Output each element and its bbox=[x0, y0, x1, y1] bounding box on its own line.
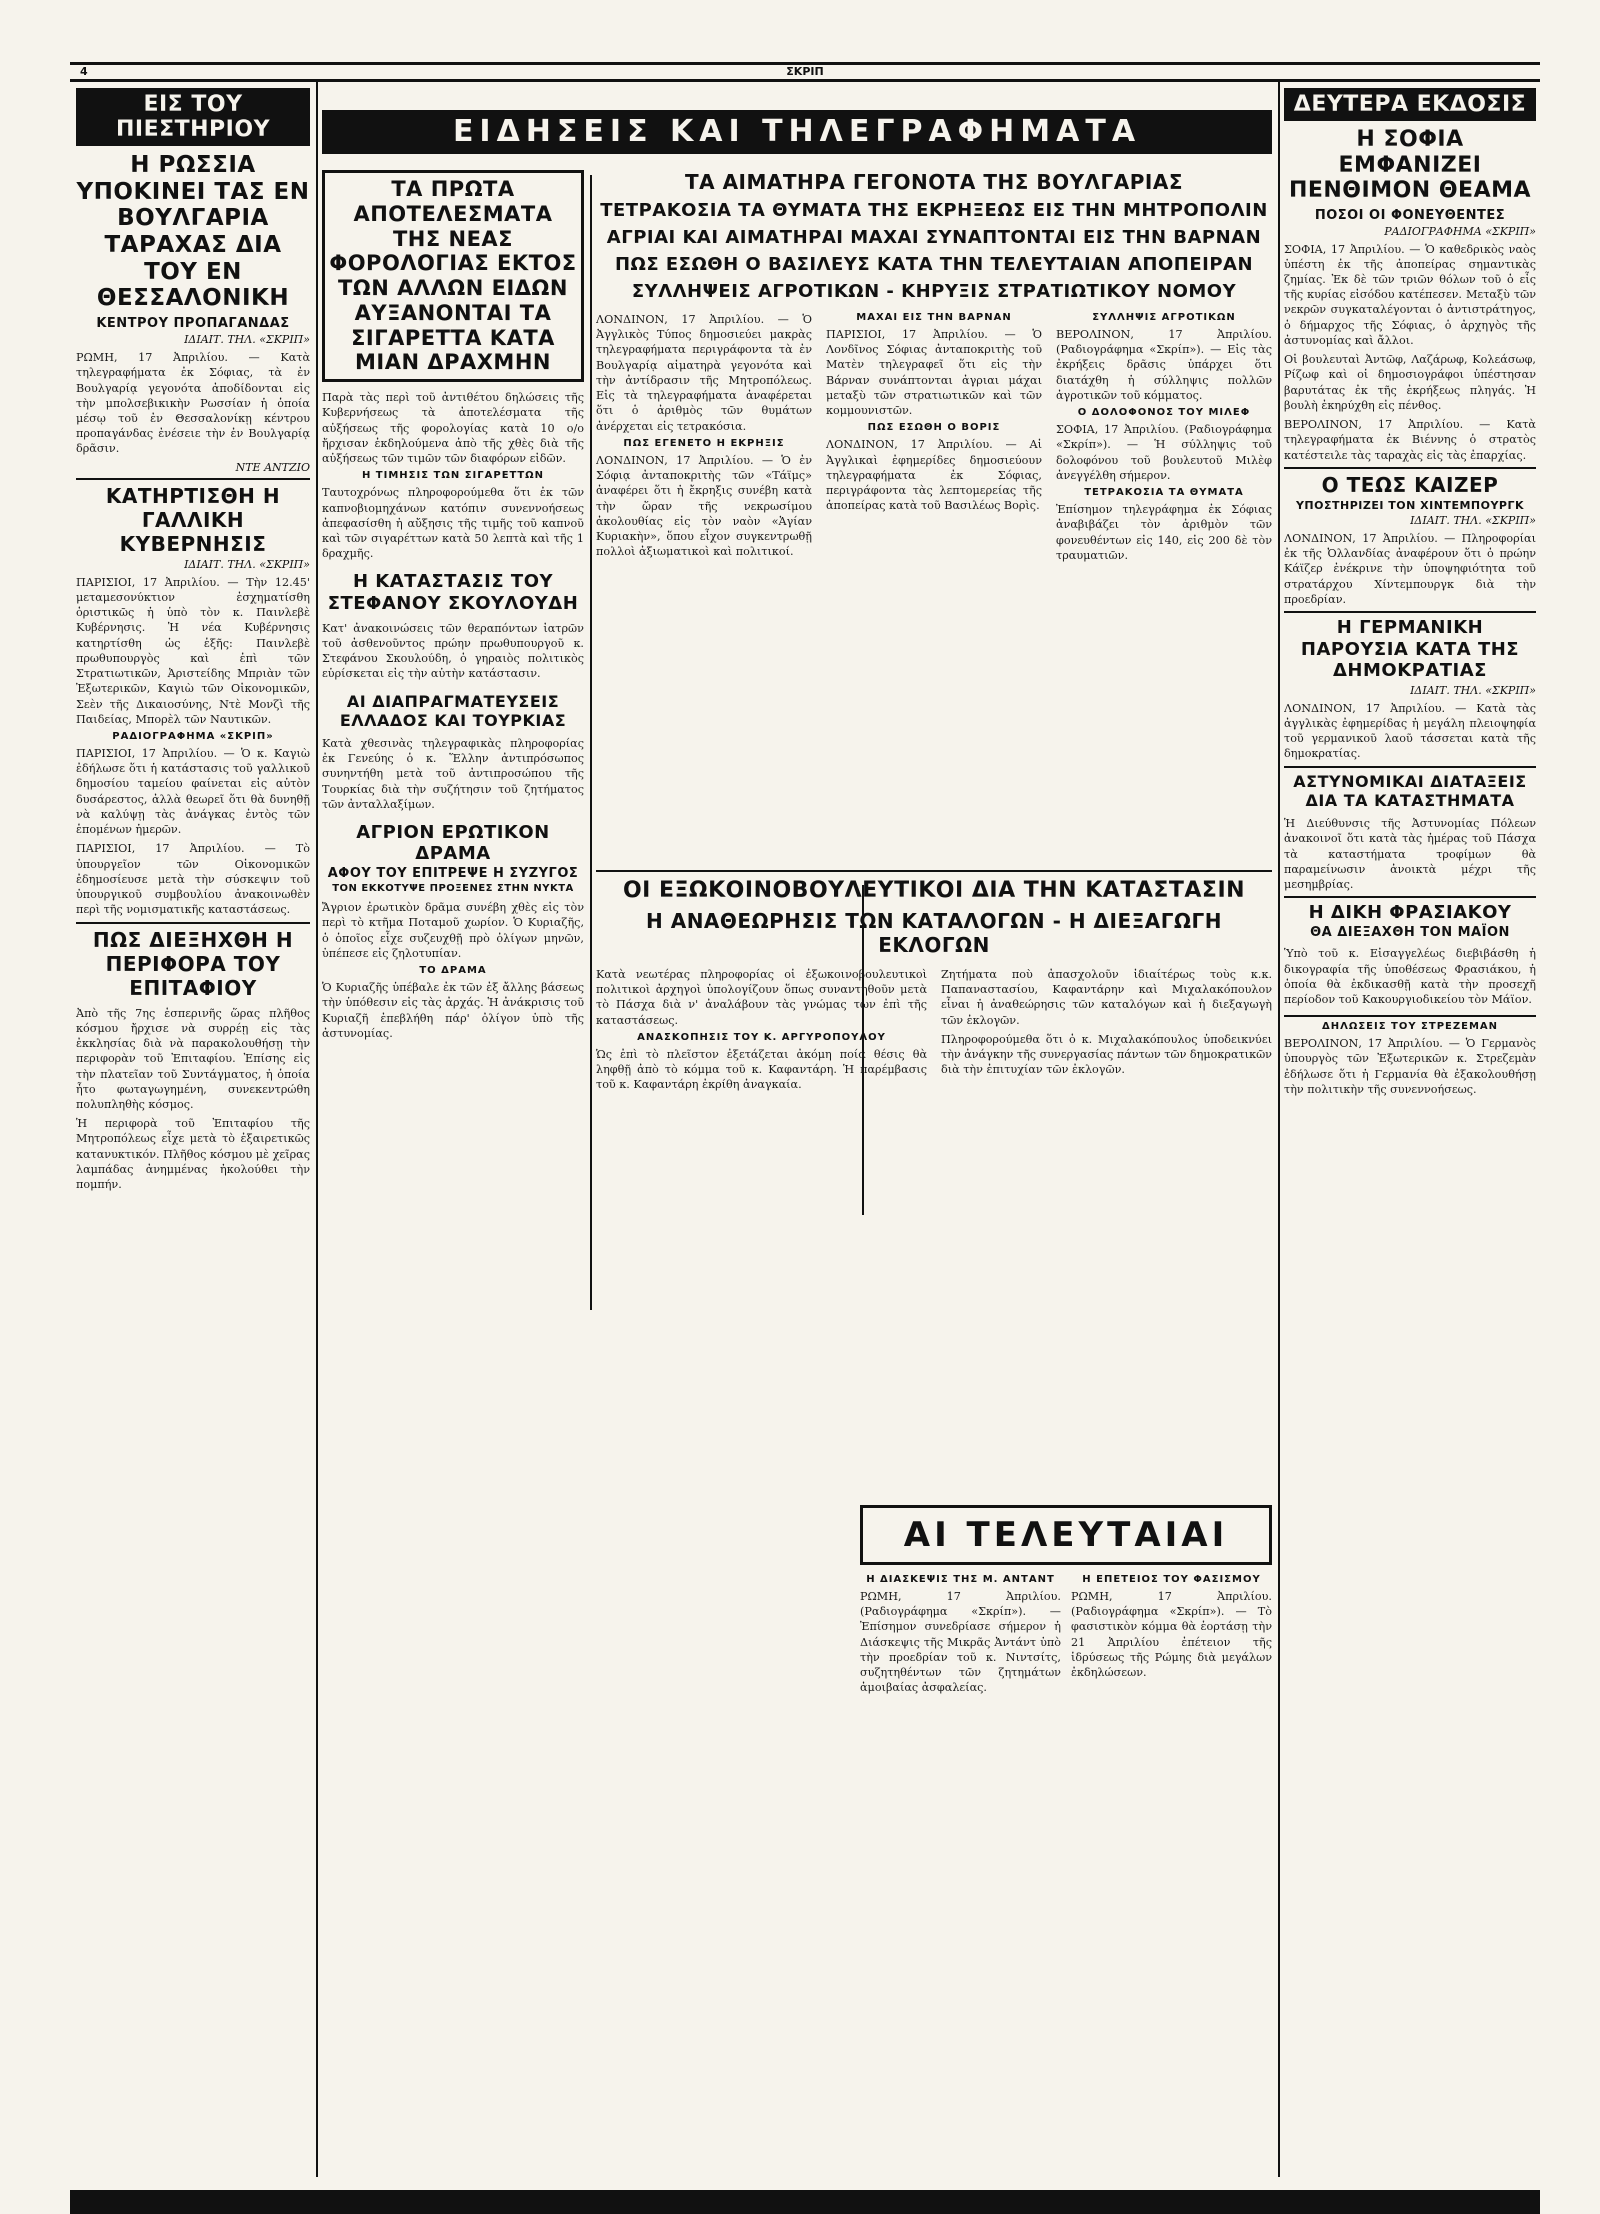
tax-headline-box bbox=[322, 170, 584, 382]
headline-bulgaria-2: ΤΕΤΡΑΚΟΣΙΑ ΤΑ ΘΥΜΑΤΑ ΤΗΣ ΕΚΡΗΞΕΩΣ ΕΙΣ ΤΗΝ ΜΗΤΡΟΠΟΛΙΝ bbox=[600, 200, 1268, 221]
latest-news-title: ΑΙ ΤΕΛΕΥΤΑΙΑΙ bbox=[903, 1515, 1229, 1555]
divider bbox=[1284, 896, 1536, 898]
subhead: ΤΕΤΡΑΚΟΣΙΑ ΤΑ ΘΥΜΑΤΑ bbox=[1084, 487, 1244, 499]
byline: ΙΔΙΑΙΤ. ΤΗΛ. «ΣΚΡΙΠ» bbox=[1410, 513, 1536, 527]
parliament-col-b bbox=[941, 967, 1272, 1097]
divider bbox=[1284, 766, 1536, 768]
column-rule bbox=[590, 175, 592, 1310]
masthead-title: ΕΙΔΗΣΕΙΣ ΚΑΙ ΤΗΛΕΓΡΑΦΗΜΑΤΑ bbox=[452, 114, 1142, 149]
section-label: ΤΟ ΔΡΑΜΑ bbox=[419, 965, 487, 977]
article-body: Ὡς ἐπὶ τὸ πλεῖστον ἐξετάζεται ἀκόμη ποία θέσις θὰ ληφθῇ ἀπὸ τὸ κόμμα τοῦ κ. Καφαντάρη. Ἡ παρέμβασις τοῦ κ. Καφαντάρη ἐκρίθη ἀναγκαία. bbox=[596, 1047, 927, 1092]
latest-col-a bbox=[860, 1574, 1061, 1700]
parliament-columns bbox=[596, 967, 1272, 1097]
article-body: ΛΟΝΔΙΝΟΝ, 17 Ἀπριλίου. — Κατὰ τὰς ἀγγλικὰς ἐφημερίδας ἡ μεγάλη πλειοψηφία τοῦ γερμανικοῦ λαοῦ τάσσεται κατὰ τῆς δημοκρατίας. bbox=[1284, 701, 1536, 761]
signature: ΝΤΕ ΑΝΤΖΙΟ bbox=[235, 460, 310, 474]
article-body: ΣΟΦΙΑ, 17 Ἀπριλίου. (Ραδιογράφημα «Σκρίπ»). — Ἡ σύλληψις τοῦ δολοφόνου τοῦ βουλευτοῦ Μιλὲφ ἀνεγγέλθη σήμερον. bbox=[1056, 423, 1272, 482]
article-body: ΛΟΝΔΙΝΟΝ, 17 Ἀπριλίου. — Αἱ Ἀγγλικαὶ ἐφημερίδες δημοσιεύουν τηλεγραφήματα ἐκ Σόφιας, περιγράφοντα τὰς λεπτομερείας τῆς ἀποπείρας κατὰ τοῦ Βασιλέως Βορὶς. bbox=[826, 438, 1042, 513]
headline-bulgaria-5: ΣΥΛΛΗΨΕΙΣ ΑΓΡΟΤΙΚΩΝ - ΚΗΡΥΞΙΣ ΣΤΡΑΤΙΩΤΙΚΟΥ ΝΟΜΟΥ bbox=[631, 281, 1237, 302]
article-body: ΒΕΡΟΛΙΝΟΝ, 17 Ἀπριλίου. — Ὁ Γερμανὸς ὑπουργὸς τῶν Ἐξωτερικῶν κ. Στρεζεμὰν ἐδήλωσε ὅτι ἡ Γερμανία θὰ ἐξακολουθήσῃ τὴν πολιτικὴν τῆς συνεννοήσεως. bbox=[1284, 1037, 1536, 1096]
latest-news-items bbox=[860, 1574, 1272, 1794]
article-body: Ἡ Διεύθυνσις τῆς Ἀστυνομίας Πόλεων ἀνακοινοῖ ὅτι κατὰ τὰς ἡμέρας τοῦ Πάσχα τὰ καταστήματα τροφίμων θὰ παραμείνωσιν ἀνοικτὰ μέχρι τῆς μεσημβρίας. bbox=[1284, 817, 1536, 892]
headline-trial: Η ΔΙΚΗ ΦΡΑΣΙΑΚΟΥ bbox=[1308, 902, 1512, 924]
article-body: Ἄγριον ἐρωτικὸν δρᾶμα συνέβη χθὲς εἰς τὸν περὶ τὸ κτῆμα Ποταμοῦ χωρίον. Ὁ Κυριαζῆς, ὁ ὁποῖος εἶχε συζευχθῇ πρὸ ὀλίγων μηνῶν, ὑπέπεσε εἰς ζηλοτυπίαν. bbox=[322, 901, 584, 960]
subhead: ΜΑΧΑΙ ΕΙΣ ΤΗΝ ΒΑΡΝΑΝ bbox=[856, 312, 1012, 323]
article-body: Κατὰ χθεσινὰς τηλεγραφικὰς πληροφορίας ἐκ Γενεύης ὁ κ. Ἕλλην ἀντιπρόσωπος συνηντήθη μετὰ τοῦ ἀντιπροσώπου τῆς Τουρκίας διὰ τὴν συζήτησιν τοῦ ζητήματος τῶν ἀνταλλαξίμων. bbox=[322, 736, 584, 811]
article-body: Ὁ Κυριαζῆς ὑπέβαλε ἐκ τῶν ἐξ ἄλλης βάσεως τὴν ὑπόθεσιν εἰς τὰς ἀρχάς. Ἡ ἀνάκρισις τοῦ Κυριαζῆ ἐπεβλήθη πάρ' ὀλίγον ὑπὸ τῆς ἀστυνομίας. bbox=[322, 981, 584, 1040]
headline-kaiser-sub: ΥΠΟΣΤΗΡΙΖΕΙ ΤΟΝ ΧΙΝΤΕΜΠΟΥΡΓΚ bbox=[1295, 498, 1525, 512]
subhead: ΔΗΛΩΣΕΙΣ ΤΟΥ ΣΤΡΕΖΕΜΑΝ bbox=[1321, 1021, 1499, 1033]
subhead: ΑΝΑΣΚΟΠΗΣΙΣ ΤΟΥ Κ. ΑΡΓΥΡΟΠΟΥΛΟΥ bbox=[637, 1031, 886, 1043]
second-edition-heading: ΔΕΥΤΕΡΑ ΕΚΔΟΣΙΣ bbox=[1284, 88, 1536, 121]
page-number: 4 bbox=[80, 65, 88, 78]
byline: ΙΔΙΑΙΤ. ΤΗΛ. «ΣΚΡΙΠ» bbox=[184, 333, 310, 347]
bulgaria-col-b bbox=[826, 312, 1042, 567]
article-body: Ἀπὸ τῆς 7ης ἑσπερινῆς ὥρας πλῆθος κόσμου ἤρχισε νὰ συρρέῃ εἰς τὰς ἐκκλησίας διὰ νὰ παρακολουθήσῃ τὴν περιφορὰν τοῦ Ἐπιταφίου. Ἐπίσης εἰς τὴν πλατεῖαν τοῦ Συντάγματος, ἡ ὁποία ἦτο φωταγωγημένη, συνεκεντρώθη πολυπληθὴς κόσμος. bbox=[76, 1006, 310, 1111]
article-body: ΛΟΝΔΙΝΟΝ, 17 Ἀπριλίου. — Ὁ ἐν Σόφιᾳ ἀνταποκριτὴς τῶν «Τάϊμς» ἀναφέρει ὅτι ἡ ἔκρηξις συνέβη κατὰ τὴν ὥραν τῆς νεκρωσίμου ἀκολουθίας εἰς τὸν ναὸν «Ἁγίαν Κυριακὴν», ὅπου εἶχον συγκεντρωθῇ πολλοὶ ἀξιωματικοὶ καὶ πολιτικοί. bbox=[596, 453, 812, 559]
parliament-col-a bbox=[596, 967, 927, 1097]
latest-news-box bbox=[860, 1505, 1272, 1565]
article-body: Πληροφορούμεθα ὅτι ὁ κ. Μιχαλακόπουλος ὑποδεικνύει τὴν ἀνάγκην τῆς συνεργασίας πάντων τῶν δημοκρατικῶν διὰ τὴν ἐπιτυχίαν τῶν ἐκλογῶν. bbox=[941, 1032, 1272, 1077]
article-body: ΡΩΜΗ, 17 Ἀπριλίου. — Κατὰ τηλεγραφήματα ἐκ Σόφιας, τὰ ἐν Βουλγαρίᾳ γεγονότα ἀποδίδονται εἰς τὴν μπολσεβικικὴν Ρωσσίαν ἡ ὁποία μέσῳ τοῦ ἐν Θεσσαλονίκῃ κέντρου προπαγάνδας ἐνέσειε τὴν ἐν Βουλγαρίᾳ δρᾶσιν. bbox=[76, 351, 310, 456]
article-body: Παρὰ τὰς περὶ τοῦ ἀντιθέτου δηλώσεις τῆς Κυβερνήσεως τὰ ἀποτελέσματα τῆς αὐξήσεως τῆς φορολογίας κατὰ 10 ο/ο ἤρχισαν ἐκδηλούμενα ἀπὸ τῆς χθὲς διὰ τῆς αὐξήσεως τῶν τιμῶν τῶν διαφόρων εἰδῶν. bbox=[322, 391, 584, 466]
article-body: ΛΟΝΔΙΝΟΝ, 17 Ἀπριλίου. — Πληροφορίαι ἐκ τῆς Ὀλλανδίας ἀναφέρουν ὅτι ὁ πρώην Κάϊζερ ἐνέκρινε τὴν ὑποψηφιότητα τοῦ στρατάρχου Χίντεμπουργκ διὰ τὴν προεδρίαν. bbox=[1284, 531, 1536, 606]
subhead: Η ΔΙΑΣΚΕΨΙΣ ΤΗΣ Μ. ΑΝΤΑΝΤ bbox=[866, 1574, 1055, 1585]
article-body: ΠΑΡΙΣΙΟΙ, 17 Ἀπριλίου. — Ὁ Λονδῖνος Σόφιας ἀνταποκριτὴς τοῦ Ματὲν τηλεγραφεῖ ὅτι εἰς τὴν Βάρναν συνάπτονται ἀγριαι μάχαι μεταξὺ τῶν στρατιωτικῶν καὶ τῶν κομμουνιστῶν. bbox=[826, 328, 1042, 418]
article-body: ΠΑΡΙΣΙΟΙ, 17 Ἀπριλίου. — Ὁ κ. Καγιὼ ἐδήλωσε ὅτι ἡ κατάστασις τοῦ γαλλικοῦ δημοσίου ταμείου φαίνεται εἰς αὐτὸν δυσάρεστος, ἀλλὰ θεωρεῖ ὅτι θὰ δυνηθῇ νὰ καλύψῃ τὰς ἀνάγκας ἐντὸς τῶν ἑπομένων ἡμερῶν. bbox=[76, 747, 310, 837]
byline: ΡΑΔΙΟΓΡΑΦΗΜΑ «ΣΚΡΙΠ» bbox=[1384, 224, 1536, 238]
bulgaria-columns bbox=[596, 312, 1272, 567]
headline-taxation: ΤΑ ΠΡΩΤΑ ΑΠΟΤΕΛΕΣΜΑΤΑ ΤΗΣ ΝΕΑΣ ΦΟΡΟΛΟΓΙΑΣ ΕΚΤΟΣ ΤΩΝ ΑΛΛΩΝ ΕΙΔΩΝ ΑΥΞΑΝΟΝΤΑΙ ΤΑ ΣΙΓΑΡΕΤΤΑ ΚΑΤΑ ΜΙΑΝ ΔΡΑΧΜΗΝ bbox=[329, 177, 577, 375]
headline-negotiations: ΑΙ ΔΙΑΠΡΑΓΜΑΤΕΥΣΕΙΣ ΕΛΛΑΔΟΣ ΚΑΙ ΤΟΥΡΚΙΑΣ bbox=[339, 691, 567, 730]
latest-news-columns bbox=[860, 1574, 1272, 1700]
article-body: ΒΕΡΟΛΙΝΟΝ, 17 Ἀπριλίου. (Ραδιογράφημα «Σκρίπ»). — Εἰς τὰς ἐκρήξεις δρᾶσις ὑπάρχει ὅτι διατάχθη ἡ σύλληψις πολλῶν ἀγροτικῶν τοῦ κόμματος. bbox=[1056, 328, 1272, 402]
article-body: Ταυτοχρόνως πληροφορούμεθα ὅτι ἐκ τῶν καπνοβιομηχάνων κατόπιν συνεννοήσεως ἀπεφασίσθη ἡ αὔξησις τῆς τιμῆς τοῦ καπνοῦ καὶ τῶν σιγαρέττων κατὰ 50 λεπτὰ καὶ τῆς 1 δραχμῆς. bbox=[322, 486, 584, 561]
headline-russia: Η ΡΩΣΣΙΑ ΥΠΟΚΙΝΕΙ ΤΑΣ ΕΝ ΒΟΥΛΓΑΡΙΑ ΤΑΡΑΧΑΣ ΔΙΑ ΤΟΥ ΕΝ ΘΕΣΣΑΛΟΝΙΚΗ bbox=[76, 152, 310, 312]
divider bbox=[596, 870, 1272, 872]
article-body: Ἐπίσημον τηλεγράφημα ἐκ Σόφιας ἀναβιβάζει τὸν ἀριθμὸν τῶν φονευθέντων εἰς 140, εἰς 200 δὲ τὸν τραυματιῶν. bbox=[1056, 503, 1272, 562]
headline-kaiser: Ο ΤΕΩΣ ΚΑΙΖΕΡ bbox=[1321, 472, 1499, 497]
article-body: ΡΩΜΗ, 17 Ἀπριλίου. (Ραδιογράφημα «Σκρίπ»). — Τὸ φασιστικὸν κόμμα θὰ ἑορτάσῃ τὴν 21 Ἀπριλίου ἐπέτειον τῆς ἱδρύσεως τῆς Ρώμης διὰ μεγάλων ἐκδηλώσεων. bbox=[1071, 1590, 1272, 1680]
page-bottom-bar bbox=[70, 2190, 1540, 2214]
divider bbox=[1284, 611, 1536, 613]
divider bbox=[1284, 467, 1536, 469]
right-column bbox=[1284, 88, 1536, 2178]
article-body: Οἱ βουλευταὶ Ἀντῶφ, Λαζάρωφ, Κολεάσωφ, Ρίζωφ καὶ οἱ δημοσιογράφοι ὑπέστησαν βαρυτάτας ἐκ τῆς ἐκρήξεως πληγάς. Ἡ βουλὴ ἐκηρύχθη εἰς πένθος. bbox=[1284, 353, 1536, 412]
column-rule bbox=[1278, 82, 1280, 2177]
subhead: ΣΥΛΛΗΨΙΣ ΑΓΡΟΤΙΚΩΝ bbox=[1092, 312, 1236, 323]
headline-drama: ΑΓΡΙΟΝ ΕΡΩΤΙΚΟΝ ΔΡΑΜΑ bbox=[356, 822, 550, 865]
bulgaria-col-c bbox=[1056, 312, 1272, 567]
headline-drama-sub2: ΤΟΝ ΕΚΚΟΤΥΨΕ ΠΡΟΞΕΝΕΣ ΣΤΗΝ ΝΥΚΤΑ bbox=[332, 883, 574, 895]
article-body: ΛΟΝΔΙΝΟΝ, 17 Ἀπριλίου. — Ὁ Ἀγγλικὸς Τύπος δημοσιεύει μακρὰς τηλεγραφήματα περιγράφοντα τὰ ἐν Βουλγαρίᾳ αἱματηρὰ γεγονότα καὶ τὴν ἀντίδρασιν τῆς Μητροπόλεως. Εἰς τὰ τηλεγραφήματα ἀναφέρεται ὅτι ὁ ἀριθμὸς τῶν θυμάτων ἀνέρχεται εἰς τετρακόσια. bbox=[596, 313, 812, 433]
headline-bulgaria-1: ΤΑ ΑΙΜΑΤΗΡΑ ΓΕΓΟΝΟΤΑ ΤΗΣ ΒΟΥΛΓΑΡΙΑΣ bbox=[684, 170, 1184, 194]
article-body: Ὑπὸ τοῦ κ. Εἰσαγγελέως διεβιβάσθη ἡ δικογραφία τῆς ὑποθέσεως Φρασιάκου, ἡ ὁποία θὰ ἐκδικασθῇ κατὰ τὴν προσεχῆ περίοδον τοῦ Κακουργιοδικείου τὸν Μάϊον. bbox=[1284, 947, 1536, 1006]
article-body: Κατ' ἀνακοινώσεις τῶν θεραπόντων ἰατρῶν τοῦ ἀσθενοῦντος πρώην πρωθυπουργοῦ κ. Στεφάνου Σκουλούδη, ὁ γηραιὸς πολιτικὸς εὑρίσκεται εἰς τὴν αὐτὴν κατάστασιν. bbox=[322, 621, 584, 681]
headline-parliament-1: ΟΙ ΕΞΩΚΟΙΝΟΒΟΥΛΕΥΤΙΚΟΙ ΔΙΑ ΤΗΝ ΚΑΤΑΣΤΑΣΙΝ bbox=[622, 878, 1246, 903]
bulgaria-col-a bbox=[596, 312, 812, 567]
subhead: Ο ΔΟΛΟΦΟΝΟΣ ΤΟΥ ΜΙΛΕΦ bbox=[1077, 407, 1251, 419]
headline-epitaph: ΠΩΣ ΔΙΕΞΗΧΘΗ Η ΠΕΡΙΦΟΡΑ ΤΟΥ ΕΠΙΤΑΦΙΟΥ bbox=[92, 927, 294, 1000]
article-body: ΒΕΡΟΛΙΝΟΝ, 17 Ἀπριλίου. — Κατὰ τηλεγραφήματα ἐκ Βιέννης ὁ στρατὸς κατέστειλε τὰς ταραχὰς εἰς τὰς ἐπαρχίας. bbox=[1284, 418, 1536, 462]
section-label: Η ΤΙΜΗΣΙΣ ΤΩΝ ΣΙΓΑΡΕΤΤΩΝ bbox=[361, 470, 545, 482]
page-header-bar bbox=[70, 62, 1540, 82]
headline-police: ΑΣΤΥΝΟΜΙΚΑΙ ΔΙΑΤΑΞΕΙΣ ΔΙΑ ΤΑ ΚΑΤΑΣΤΗΜΑΤΑ bbox=[1293, 771, 1527, 810]
headline-german-presence: Η ΓΕΡΜΑΝΙΚΗ ΠΑΡΟΥΣΙΑ ΚΑΤΑ ΤΗΣ ΔΗΜΟΚΡΑΤΙΑΣ bbox=[1300, 617, 1520, 682]
headline-sofia: Η ΣΟΦΙΑ ΕΜΦΑΝΙΖΕΙ ΠΕΝΘΙΜΟΝ ΘΕΑΜΑ bbox=[1288, 127, 1532, 204]
subhead: ΠΩΣ ΕΓΕΝΕΤΟ Η ΕΚΡΗΞΙΣ bbox=[623, 437, 785, 449]
headline-parliament-2: Η ΑΝΑΘΕΩΡΗΣΙΣ ΤΩΝ ΚΑΤΑΛΟΓΩΝ - Η ΔΙΕΞΑΓΩΓΗ ΕΚΛΟΓΩΝ bbox=[646, 909, 1222, 957]
divider bbox=[76, 478, 310, 480]
parliament-article bbox=[596, 878, 1272, 1318]
paper-name: ΣΚΡΙΠ bbox=[786, 65, 824, 78]
headline-trial-sub: ΘΑ ΔΙΕΞΑΧΘΗ ΤΟΝ ΜΑΪΟΝ bbox=[1310, 925, 1510, 941]
headline-french-government: ΚΑΤΗΡΤΙΣΘΗ Η ΓΑΛΛΙΚΗ ΚΥΒΕΡΝΗΣΙΣ bbox=[105, 483, 281, 556]
headline-bulgaria-3: ΑΓΡΙΑΙ ΚΑΙ ΑΙΜΑΤΗΡΑΙ ΜΑΧΑΙ ΣΥΝΑΠΤΟΝΤΑΙ ΕΙΣ ΤΗΝ ΒΑΡΝΑΝ bbox=[606, 227, 1262, 248]
column-rule bbox=[316, 82, 318, 2177]
headline-skouloudis: Η ΚΑΤΑΣΤΑΣΙΣ ΤΟΥ ΣΤΕΦΑΝΟΥ ΣΚΟΥΛΟΥΔΗ bbox=[327, 571, 579, 615]
section-masthead bbox=[322, 110, 1272, 154]
center-left-column bbox=[322, 170, 584, 1310]
headline-sofia-sub: ΠΟΣΟΙ ΟΙ ΦΟΝΕΥΘΕΝΤΕΣ bbox=[1314, 207, 1506, 223]
section-label: ΡΑΔΙΟΓΡΑΦΗΜΑ «ΣΚΡΙΠ» bbox=[112, 731, 274, 743]
article-body: Ζητήματα ποὺ ἀπασχολοῦν ἰδιαίτέρως τοὺς κ.κ. Παπαναστασίου, Καφαντάρην καὶ Μιχαλακόπουλον εἶναι ἡ ἀναθεώρησις τῶν καταλόγων καὶ ἡ διεξαγωγὴ τῶν ἐκλογῶν. bbox=[941, 968, 1272, 1027]
bulgaria-article bbox=[596, 170, 1272, 870]
byline: ΙΔΙΑΙΤ. ΤΗΛ. «ΣΚΡΙΠ» bbox=[184, 557, 310, 571]
article-body: Κατὰ νεωτέρας πληροφορίας οἱ ἐξωκοινοβουλευτικοὶ πολιτικοὶ ἀρχηγοὶ ὑπολογίζουν ὅπως συναντηθοῦν μετὰ τὸ Πάσχα διὰ ν' ἀναλάβουν τὰς γνώμας των ἐπὶ τῆς καταστάσεως. bbox=[596, 968, 927, 1027]
left-column bbox=[76, 88, 310, 2178]
byline: ΙΔΙΑΙΤ. ΤΗΛ. «ΣΚΡΙΠ» bbox=[1410, 683, 1536, 697]
article-body: ΠΑΡΙΣΙΟΙ, 17 Ἀπριλίου. — Τὴν 12.45' μεταμεσονύκτιον ἐσχηματίσθη ὁριστικῶς ἡ ὑπὸ τὸν κ. Παινλεβὲ Κυβέρνησις. Ἡ νέα Κυβέρνησις κατηρτίσθη ὡς ἑξῆς: Παινλεβὲ πρωθυπουργὸς καὶ ἐπὶ τῶν Στρατιωτικῶν, Ἀριστείδης Μπριὰν τῶν Ἐξωτερικῶν, Καγιὼ τῶν Οἰκονομικῶν, Σεὲν τῆς Δικαιοσύνης, Ντὲ Μονζὶ τῆς Παιδείας, Μπορὲλ τῶν Ναυτικῶν. bbox=[76, 575, 310, 726]
latest-col-b bbox=[1071, 1574, 1272, 1700]
article-body: ΣΟΦΙΑ, 17 Ἀπριλίου. — Ὁ καθεδρικὸς ναὸς ὑπέστη ἐκ τῆς ἀποπείρας σημαντικὰς ζημίας. Ἐκ δὲ τῶν τριῶν θόλων τοῦ ὁ εἷς τῆς κυρίας εἰσόδου κατέπεσεν. Μεταξὺ τῶν νεκρῶν συγκαταλέγονται ὁ ἀντιστράτηγος, ὁ δήμαρχος τῆς Σόφιας, ὁ ἀρχηγὸς τῆς ἀστυνομίας καὶ ἄλλοι. bbox=[1284, 242, 1536, 347]
divider bbox=[76, 922, 310, 924]
subhead: Η ΕΠΕΤΕΙΟΣ ΤΟΥ ΦΑΣΙΣΜΟΥ bbox=[1082, 1574, 1261, 1585]
headline-bulgaria-4: ΠΩΣ ΕΣΩΘΗ Ο ΒΑΣΙΛΕΥΣ ΚΑΤΑ ΤΗΝ ΤΕΛΕΥΤΑΙΑΝ ΑΠΟΠΕΙΡΑΝ bbox=[614, 254, 1254, 275]
kicker-heading: ΕΙΣ ΤΟΥ ΠΙΕΣΤΗΡΙΟΥ bbox=[76, 88, 310, 146]
article-body: ΡΩΜΗ, 17 Ἀπριλίου. (Ραδιογράφημα «Σκρίπ»). — Ἐπίσημον συνεδρίασε σήμερον ἡ Διάσκεψις τῆς Μικρᾶς Ἀντάντ ὑπὸ τὴν προεδρίαν τοῦ κ. Νιντσίτς, συζητηθέντων τῶν ζητημάτων ἀμοιβαίας ἀσφαλείας. bbox=[860, 1590, 1061, 1695]
article-body: Ἡ περιφορὰ τοῦ Ἐπιταφίου τῆς Μητροπόλεως εἶχε μετὰ τὸ ἐξαιρετικῶς κατανυκτικόν. Πλῆθος κόσμου μὲ χεῖρας λαμπάδας ἀνημμένας ἠκολούθει τὴν πομπήν. bbox=[76, 1117, 310, 1192]
article-body: ΠΑΡΙΣΙΟΙ, 17 Ἀπριλίου. — Τὸ ὑπουργεῖον τῶν Οἰκονομικῶν ἐδημοσίευσε μετὰ τὴν σύσκεψιν τοῦ ὑπουργικοῦ συμβουλίου ἀνακοινωθὲν περὶ τῆς νομισματικῆς καταστάσεως. bbox=[76, 842, 310, 917]
headline-drama-sub: ΑΦΟΥ ΤΟΥ ΕΠΙΤΡΕΨΕ Η ΣΥΖΥΓΟΣ bbox=[327, 866, 579, 882]
subhead: ΠΩΣ ΕΣΩΘΗ Ο ΒΟΡΙΣ bbox=[867, 422, 1001, 434]
divider bbox=[1284, 1015, 1536, 1017]
headline-russia-sub: ΚΕΝΤΡΟΥ ΠΡΟΠΑΓΑΝΔΑΣ bbox=[96, 316, 290, 332]
